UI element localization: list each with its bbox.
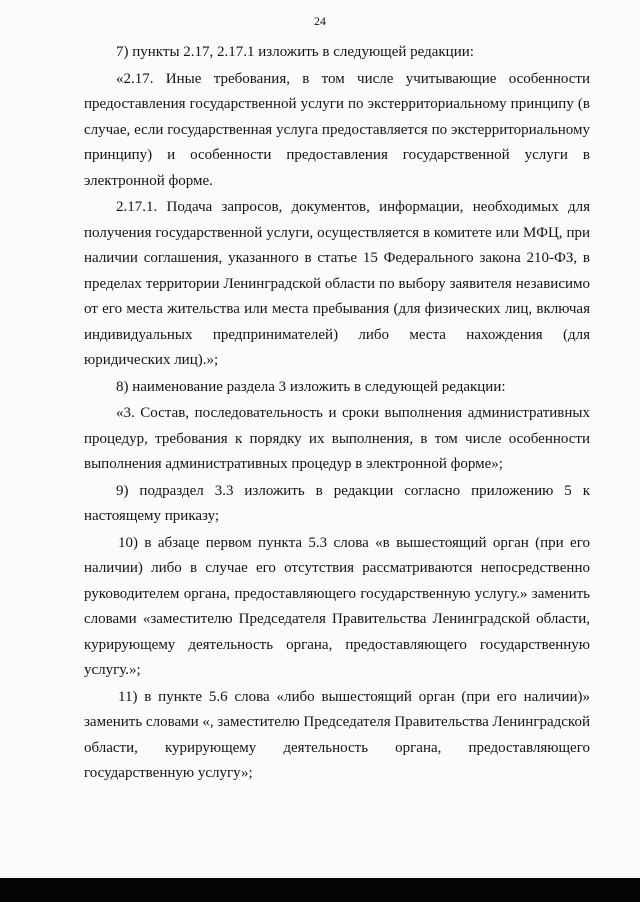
paragraph-2-17: «2.17. Иные требования, в том числе учитывающие особенности предоставления государственной услуги по экстерриториальному принципу (в случае, если государственная услуга предоставляется по экстерриториальному принципу) и особенности предоставления государственной услуги в электронной форме. <box>84 70 590 189</box>
paragraph-item-9: 9) подраздел 3.3 изложить в редакции согласно приложению 5 к настоящему приказу; <box>84 482 590 524</box>
page-number: 24 <box>314 14 326 28</box>
paragraph-section-3-title: «3. Состав, последовательность и сроки выполнения административных процедур, требования к порядку их выполнения, в том числе особенности выполнения административных процедур в электронной форме»; <box>84 405 590 472</box>
paragraph-item-8: 8) наименование раздела 3 изложить в следующей редакции: <box>116 378 506 395</box>
paragraph-item-11: 11) в пункте 5.6 слова «либо вышестоящий орган (при его наличии)» заменить словами «, заместителю Председателя Правительства Ленинградской области, курирующему деятельность органа, предоставляющего государственную услугу»; <box>84 688 590 781</box>
bottom-scan-border <box>0 878 640 902</box>
paragraph-item-7: 7) пункты 2.17, 2.17.1 изложить в следующей редакции: <box>116 44 474 60</box>
document-body <box>84 40 590 788</box>
paragraph-2-17-1: 2.17.1. Подача запросов, документов, информации, необходимых для получения государственной услуги, осуществляется в комитете или МФЦ, при наличии соглашения, указанного в статье 15 Федерального закона 210-ФЗ, в пределах территории Ленинградской области по выбору заявителя независимо от его места жительства или места пребывания (для физических лиц, включая индивидуальных предпринимателей) либо места нахождения (для юридических лиц).»; <box>84 199 590 368</box>
paragraph-item-10: 10) в абзаце первом пункта 5.3 слова «в вышестоящий орган (при его наличии) либо в случае его отсутствия рассматриваются непосредственно руководителем органа, предоставляющего государственную услугу.» заменить словами «заместителю Председателя Правительства Ленинградской области, курирующему деятельность органа, предоставляющего государственную услугу.»; <box>84 534 590 678</box>
